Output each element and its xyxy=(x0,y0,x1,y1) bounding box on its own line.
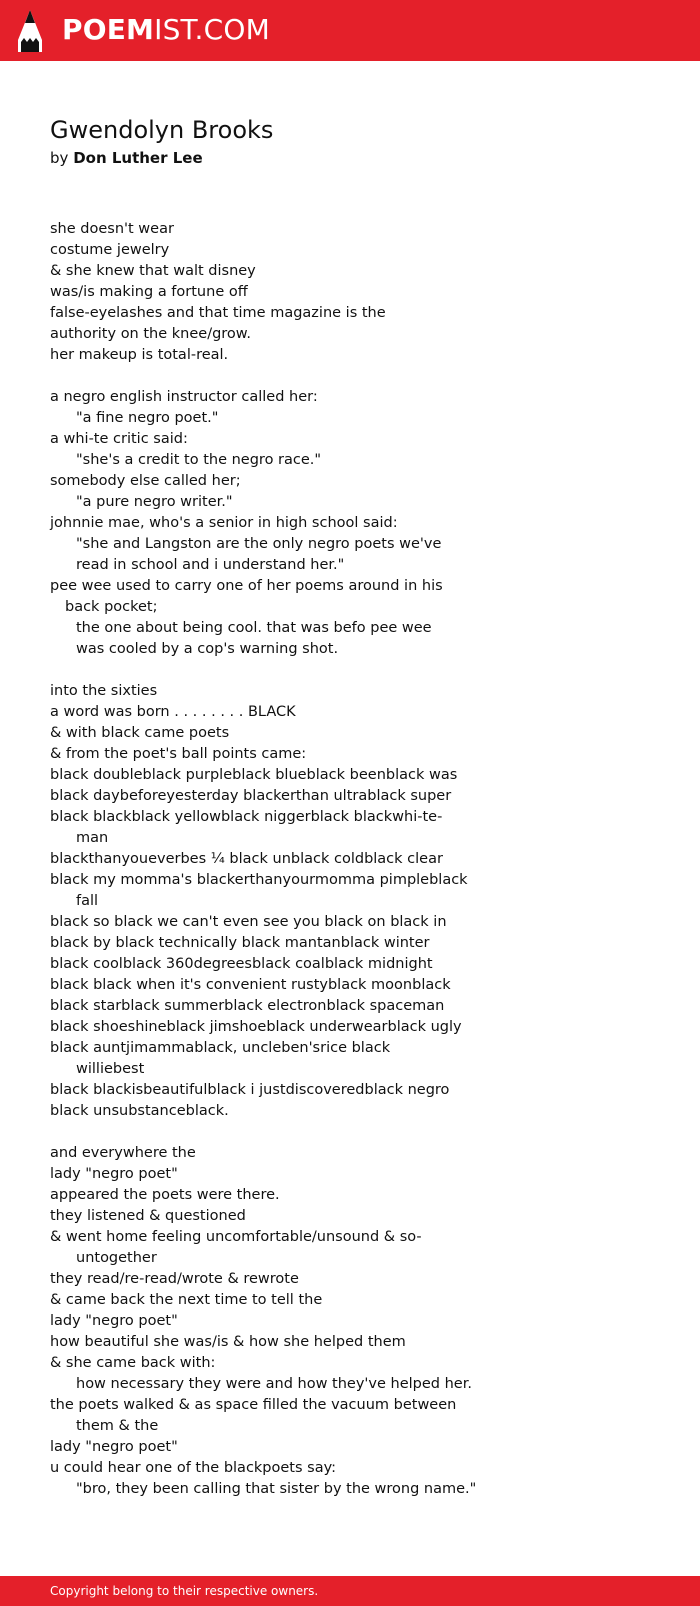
poem-line: they listened & questioned xyxy=(50,1208,246,1224)
poem-line: johnnie mae, who's a senior in high school said: xyxy=(50,515,398,531)
poem-line: read in school and i understand her." xyxy=(76,557,345,573)
poem-line: a whi-te critic said: xyxy=(50,431,188,447)
poem-title: Gwendolyn Brooks xyxy=(50,116,274,144)
poem-line: black my momma's blackerthanyourmomma pimpleblack xyxy=(50,872,468,888)
poem-line: blackthanyoueverbes ¼ black unblack coldblack clear xyxy=(50,851,443,867)
poem-line: false-eyelashes and that time magazine is the xyxy=(50,305,386,321)
logo-bold-text: POEM xyxy=(62,13,155,46)
poem-line: "a pure negro writer." xyxy=(76,494,233,510)
site-header xyxy=(0,0,700,61)
poem-line: & she knew that walt disney xyxy=(50,263,256,279)
poem-line: black unsubstanceblack. xyxy=(50,1103,229,1119)
site-logo-text xyxy=(62,12,270,48)
poem-line: them & the xyxy=(76,1418,159,1434)
poem-line: how beautiful she was/is & how she helped them xyxy=(50,1334,406,1350)
poem-line: black blackisbeautifulblack i justdiscoveredblack negro xyxy=(50,1082,450,1098)
poem-line: untogether xyxy=(76,1250,157,1266)
poem-line: lady "negro poet" xyxy=(50,1166,178,1182)
poem-line: into the sixties xyxy=(50,683,158,699)
poem-line: black shoeshineblack jimshoeblack underwearblack ugly xyxy=(50,1019,462,1035)
poem-line: "bro, they been calling that sister by the wrong name." xyxy=(76,1481,477,1497)
copyright-text: Copyright belong to their respective owners. xyxy=(50,1584,319,1598)
poem-line: "she and Langston are the only negro poets we've xyxy=(76,536,442,552)
poem-line: fall xyxy=(76,893,99,909)
poem-line: & went home feeling uncomfortable/unsound & so- xyxy=(50,1229,422,1245)
poem-line: back pocket; xyxy=(65,599,158,615)
poem-line: the one about being cool. that was befo pee wee xyxy=(76,620,432,636)
poem-line: black so black we can't even see you black on black in xyxy=(50,914,447,930)
poem-line: they read/re-read/wrote & rewrote xyxy=(50,1271,299,1287)
poem-line: and everywhere the xyxy=(50,1145,196,1161)
poem-line: man xyxy=(76,830,109,846)
poem-line: she doesn't wear xyxy=(50,221,174,237)
stanza-break xyxy=(50,366,670,387)
poem-line: black daybeforeyesterday blackerthan ultrablack super xyxy=(50,788,452,804)
poem-line: & she came back with: xyxy=(50,1355,216,1371)
byline-prefix: by xyxy=(50,149,69,167)
poem-line: black coolblack 360degreesblack coalblack midnight xyxy=(50,956,433,972)
poem-line: a negro english instructor called her: xyxy=(50,389,318,405)
poem-line: u could hear one of the blackpoets say: xyxy=(50,1460,337,1476)
poem-line: black auntjimammablack, uncleben'srice black xyxy=(50,1040,391,1056)
poem-line: appeared the poets were there. xyxy=(50,1187,280,1203)
stanza-break xyxy=(50,660,670,681)
poem-body xyxy=(50,219,670,1500)
poem-line: lady "negro poet" xyxy=(50,1439,178,1455)
author-link[interactable]: Don Luther Lee xyxy=(73,149,203,167)
poem-line: "a fine negro poet." xyxy=(76,410,219,426)
poem-line: pee wee used to carry one of her poems around in his xyxy=(50,578,443,594)
poem-line: costume jewelry xyxy=(50,242,170,258)
poem-line: & with black came poets xyxy=(50,725,230,741)
poem-line: black starblack summerblack electronblack spaceman xyxy=(50,998,445,1014)
poem-line: authority on the knee/grow. xyxy=(50,326,251,342)
poem-line: her makeup is total-real. xyxy=(50,347,229,363)
pencil-tip-icon xyxy=(18,10,42,52)
poem-line: williebest xyxy=(76,1061,145,1077)
poem-line: lady "negro poet" xyxy=(50,1313,178,1329)
poem-line: how necessary they were and how they've helped her. xyxy=(76,1376,472,1392)
stanza-break xyxy=(50,1122,670,1143)
poem-stanza xyxy=(50,387,670,660)
poem-stanza xyxy=(50,681,670,1122)
poem-line: a word was born . . . . . . . . BLACK xyxy=(50,704,296,720)
poem-line: & from the poet's ball points came: xyxy=(50,746,307,762)
poem-line: black black when it's convenient rustyblack moonblack xyxy=(50,977,451,993)
poem-line: the poets walked & as space filled the vacuum between xyxy=(50,1397,457,1413)
poem-line: black doubleblack purpleblack blueblack beenblack was xyxy=(50,767,458,783)
poem-line: "she's a credit to the negro race." xyxy=(76,452,322,468)
poem-byline xyxy=(50,147,203,169)
poem-line: was/is making a fortune off xyxy=(50,284,248,300)
poem-stanza xyxy=(50,219,670,366)
site-footer xyxy=(0,1576,700,1606)
poem-line: somebody else called her; xyxy=(50,473,241,489)
logo-light-text: IST.COM xyxy=(154,13,270,46)
poem-stanza xyxy=(50,1143,670,1500)
poem-line: black blackblack yellowblack niggerblack blackwhi-te- xyxy=(50,809,443,825)
poem-line: black by black technically black mantanblack winter xyxy=(50,935,430,951)
poem-line: & came back the next time to tell the xyxy=(50,1292,323,1308)
poem-line: was cooled by a cop's warning shot. xyxy=(76,641,339,657)
